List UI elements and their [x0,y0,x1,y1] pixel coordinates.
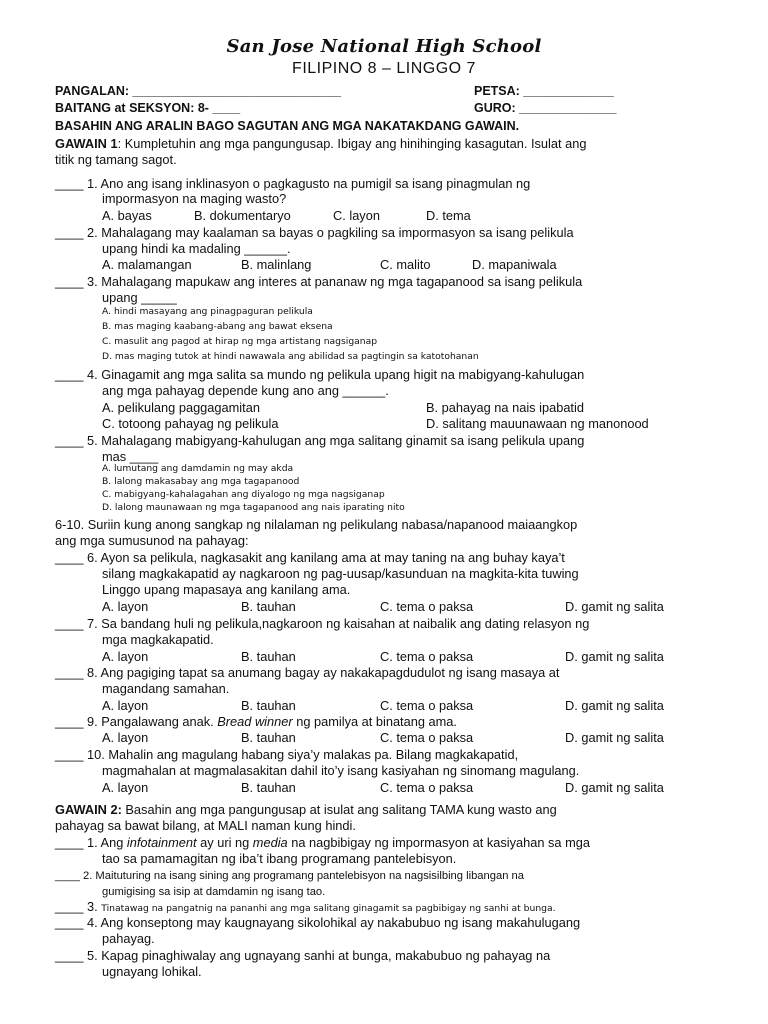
g2-statement-4-cont: pahayag. [102,931,155,946]
question-1-cont: impormasyon na maging wasto? [102,191,287,206]
question-6-cont2: Linggo upang mapasaya ang kanilang ama. [102,582,351,597]
question-4-cont: ang mga pahayag depende kung ano ang ______. [102,383,389,398]
question-9: ____ 9. Pangalawang anak. Bread winner ng pamilya at binatang ama. [55,714,457,729]
name-field: PANGALAN: ______________________________ [55,84,342,98]
q6-choice-c: C. tema o paksa [380,599,474,614]
school-name: San Jose National High School [226,36,542,57]
q8-choice-c: C. tema o paksa [380,698,474,713]
q6-choice-a: A. layon [102,599,149,614]
q6-choice-d: D. gamit ng salita [565,599,664,614]
q4-choice-c: C. totoong pahayag ng pelikula [102,416,279,431]
question-1: ____ 1. Ano ang isang inklinasyon o pagkagusto na pumigil sa isang pinagmulan ng [55,176,531,191]
q7-choice-a: A. layon [102,649,149,664]
q4-choice-b: B. pahayag na nais ipabatid [426,400,584,415]
g2-statement-2: ____ 2. Maituturing na isang sining ang programang pantelebisyon na nagsisilbing libangan na [55,870,524,882]
gawain1-instruction: GAWAIN 1: Kumpletuhin ang mga pangungusap. Ibigay ang hinihinging kasagutan. Isulat ang [55,136,587,151]
question-3-cont: upang _____ [102,290,177,305]
q7-choice-c: C. tema o paksa [380,649,474,664]
question-5-cont: mas ____ [102,449,159,464]
teacher-field: GURO: ______________ [474,101,617,115]
q6-choice-b: B. tauhan [241,599,296,614]
q3-choice-c: C. masulit ang pagod at hirap ng mga artistang nagsiganap [102,336,378,347]
q10-choice-d: D. gamit ng salita [565,780,664,795]
question-8-cont: magandang samahan. [102,681,230,696]
question-2: ____ 2. Mahalagang may kaalaman sa bayas o pagkiling sa impormasyon sa isang pelikula [55,225,574,240]
q7-choice-d: D. gamit ng salita [565,649,664,664]
grade-section-field: BAITANG at SEKSYON: 8- ____ [55,101,241,115]
general-instruction: BASAHIN ANG ARALIN BAGO SAGUTAN ANG MGA NAKATAKDANG GAWAIN. [55,119,520,133]
gawain2-instruction-cont: pahayag sa bawat bilang, at MALI naman kung hindi. [55,818,356,833]
q3-choice-d: D. mas maging tutok at hindi nawawala ang abilidad sa pagtingin sa katotohanan [102,351,479,362]
gawain1-instruction-cont: titik ng tamang sagot. [55,152,177,167]
question-3: ____ 3. Mahalagang mapukaw ang interes at pananaw ng mga tagapanood sa isang pelikula [55,274,583,289]
q2-choice-a: A. malamangan [102,257,192,272]
q1-choice-b: B. dokumentaryo [194,208,291,223]
question-2-cont: upang hindi ka madaling ______. [102,241,291,256]
q3-choice-b: B. mas maging kaabang-abang ang bawat eksena [102,321,333,332]
q10-choice-b: B. tauhan [241,780,296,795]
q1-choice-c: C. layon [333,208,380,223]
q10-choice-c: C. tema o paksa [380,780,474,795]
g2-statement-1-cont: tao sa pamamagitan ng iba’t ibang programang pantelebisyon. [102,851,457,866]
question-5: ____ 5. Mahalagang mabigyang-kahulugan ang mga salitang ginamit sa isang pelikula upang [55,433,585,448]
g2-statement-3: ____ 3. Tinatawag na pangatnig na pananhi ang mga salitang ginagamit sa pagbibigay ng sanhi at bunga. [55,899,556,914]
q1-choice-a: A. bayas [102,208,152,223]
worksheet-title: FILIPINO 8 – LINGGO 7 [292,60,476,77]
q8-choice-b: B. tauhan [241,698,296,713]
q9-choice-b: B. tauhan [241,730,296,745]
g2-statement-4: ____ 4. Ang konseptong may kaugnayang sikolohikal ay nakabubuo ng isang makahulugang [55,915,581,930]
g2-statement-2-cont: gumigising sa isip at damdamin ng isang tao. [102,886,326,898]
q2-choice-c: C. malito [380,257,431,272]
q2-choice-b: B. malinlang [241,257,312,272]
q9-choice-a: A. layon [102,730,149,745]
part610-instruction: 6-10. Suriin kung anong sangkap ng nilalaman ng pelikulang nabasa/napanood maiaangkop [55,517,578,532]
question-10: ____ 10. Mahalin ang magulang habang siya’y malakas pa. Bilang magkakapatid, [55,747,519,762]
q5-choice-d: D. lalong maunawaan ng mga tagapanood ang nais iparating nito [102,502,405,513]
q3-choice-a: A. hindi masayang ang pinagpaguran pelikula [102,306,313,317]
q7-choice-b: B. tauhan [241,649,296,664]
question-7-cont: mga magkakapatid. [102,632,214,647]
q8-choice-a: A. layon [102,698,149,713]
part610-instruction-cont: ang mga sumusunod na pahayag: [55,533,249,548]
q4-choice-d: D. salitang mauunawaan ng manonood [426,416,649,431]
gawain2-instruction: GAWAIN 2: Basahin ang mga pangungusap at isulat ang salitang TAMA kung wasto ang [55,802,557,817]
question-4: ____ 4. Ginagamit ang mga salita sa mundo ng pelikula upang higit na mabigyang-kahulugan [55,367,585,382]
q10-choice-a: A. layon [102,780,149,795]
q2-choice-d: D. mapaniwala [472,257,557,272]
gawain1-label: GAWAIN 1 [55,136,118,151]
q9-choice-c: C. tema o paksa [380,730,474,745]
q1-choice-d: D. tema [426,208,471,223]
q9-choice-d: D. gamit ng salita [565,730,664,745]
question-8: ____ 8. Ang pagiging tapat sa anumang bagay ay nakakapagdudulot ng isang masaya at [55,665,560,680]
q5-choice-a: A. lumutang ang damdamin ng may akda [102,463,294,474]
q4-choice-a: A. pelikulang paggagamitan [102,400,260,415]
question-7: ____ 7. Sa bandang huli ng pelikula,nagkaroon ng kaisahan at naibalik ang dating relasyon ng [55,616,590,631]
g2-statement-5: ____ 5. Kapag pinaghiwalay ang ugnayang sanhi at bunga, makabubuo ng pahayag na [55,948,551,963]
q8-choice-d: D. gamit ng salita [565,698,664,713]
q5-choice-c: C. mabigyang-kahalagahan ang diyalogo ng mga nagsiganap [102,489,385,500]
g2-statement-1: ____ 1. Ang infotainment ay uri ng media na nagbibigay ng impormasyon at kasiyahan sa mga [55,835,590,850]
q5-choice-b: B. lalong makasabay ang mga tagapanood [102,476,300,487]
date-field: PETSA: _____________ [474,84,614,98]
question-6: ____ 6. Ayon sa pelikula, nagkasakit ang kanilang ama at may taning na ang buhay kaya’t [55,550,565,565]
question-10-cont: magmahalan at magmalasakitan dahil ito’y isang kasiyahan ng sinomang magulang. [102,763,580,778]
g2-statement-5-cont: ugnayang lohikal. [102,964,202,979]
question-6-cont: silang magkakapatid ay nagkaroon ng pag-uusap/kasunduan na magkita-kita tuwing [102,566,579,581]
gawain2-label: GAWAIN 2: [55,802,122,817]
